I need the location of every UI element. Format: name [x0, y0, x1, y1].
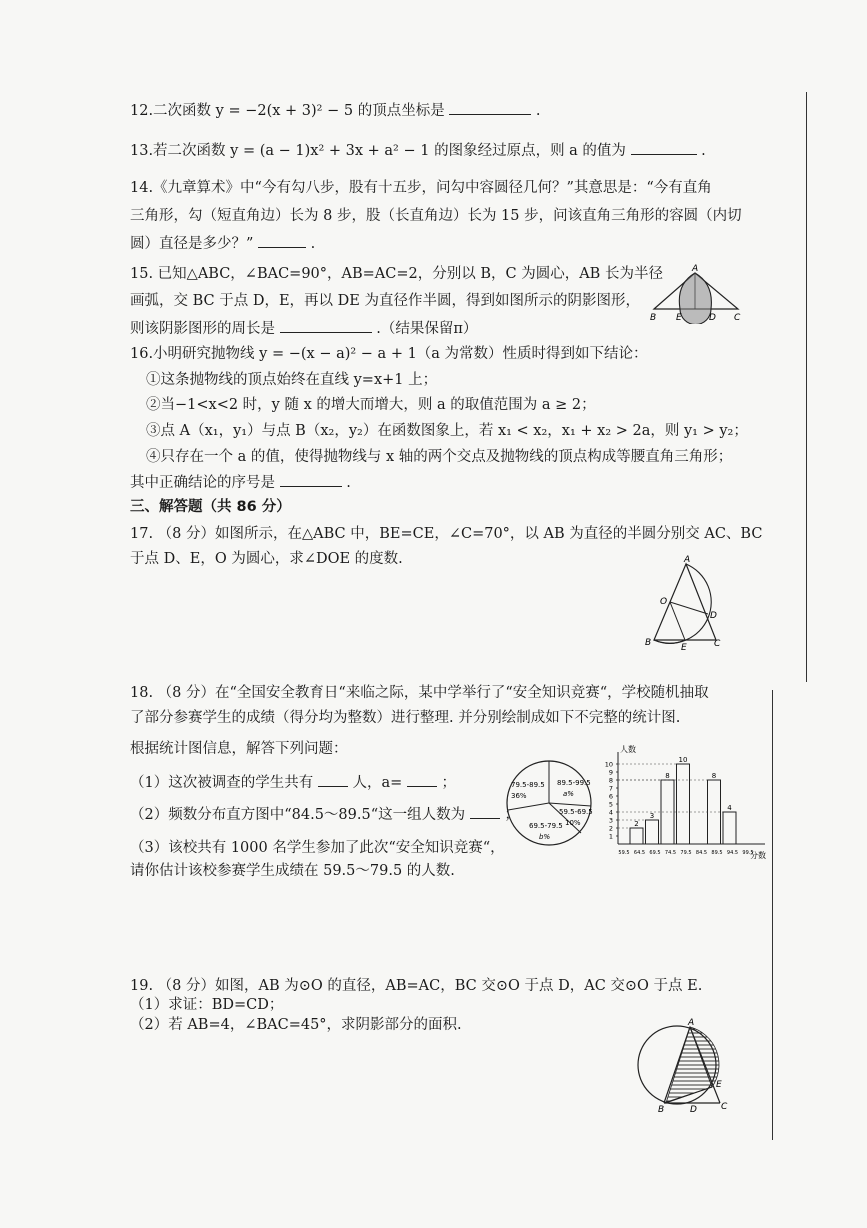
question-14-end: .: [310, 236, 316, 252]
question-16-line-1: 16.小明研究抛物线 y = −(x − a)² − a + 1（a 为常数）性质时得到如下结论：: [130, 346, 648, 362]
section-heading: 三、解答题（共 86 分）: [130, 499, 291, 515]
label-e: E: [716, 1080, 722, 1090]
pie-divider-right: [549, 803, 591, 806]
y-axis-label: 人数: [620, 745, 636, 754]
y-tick-label: 5: [608, 800, 613, 809]
question-13: [130, 140, 706, 161]
answer-blank-18-count[interactable]: [318, 772, 348, 787]
page-edge-upper: [806, 92, 807, 682]
pie-label: 69.5-79.5: [529, 822, 563, 830]
label-a: A: [688, 1018, 695, 1028]
label-a: A: [684, 555, 691, 565]
question-15-line-3-text: 则该阴影图形的周长是: [130, 321, 275, 337]
question-15-line-3: [130, 318, 477, 339]
pie-value-label: a%: [563, 790, 574, 798]
pie-value-label: 10%: [565, 819, 581, 827]
label-b: B: [658, 1105, 665, 1115]
figure-q17: [640, 552, 732, 652]
x-tick-label: 69.5: [649, 850, 661, 856]
answer-blank-18-a[interactable]: [407, 772, 437, 787]
question-15-line-2: 画弧，交 BC 于点 D，E，再以 DE 为直径作半圆，得到如图所示的阴影图形，: [130, 293, 640, 309]
label-d: D: [709, 313, 716, 323]
y-tick-label: 3: [608, 816, 613, 825]
x-tick-label: 59.5: [618, 850, 630, 856]
question-13-end: .: [701, 143, 706, 159]
histogram: [600, 744, 772, 862]
x-tick-label: 94.5: [726, 850, 739, 856]
label-d: D: [690, 1105, 697, 1115]
question-18-line-1: 18. （8 分）在“全国安全教育日“来临之际，某中学举行了“安全知识竞赛“，学校随机抽取: [130, 685, 709, 701]
question-18-part-1: [130, 772, 456, 793]
label-e: E: [676, 313, 682, 323]
bar-value-label: 8: [665, 772, 670, 780]
question-19-line-1: 19. （8 分）如图，AB 为⊙O 的直径，AB=AC，BC 交⊙O 于点 D，AC 交⊙O 于点 E.: [130, 978, 703, 994]
bar-value-label: 3: [649, 812, 655, 820]
question-14-line-3: [130, 233, 315, 254]
y-tick-label: 4: [608, 808, 613, 817]
pie-value-label: b%: [539, 833, 551, 841]
label-d: D: [710, 611, 717, 621]
question-12: [130, 100, 541, 121]
histogram-bar: [646, 820, 659, 844]
pie-label: 79.5-89.5: [511, 781, 545, 789]
figure-q15: [650, 262, 745, 324]
part-1-text-a: （1）这次被调查的学生共有: [130, 775, 314, 791]
question-17-line-2: 于点 D、E，O 为圆心，求∠DOE 的度数.: [130, 551, 403, 567]
histogram-bar: [723, 812, 736, 844]
question-14-line-2: 三角形，勾（短直角边）长为 8 步，股（长直角边）长为 15 步，问该直角三角形的容圆（内切: [130, 208, 742, 224]
label-e: E: [681, 643, 687, 652]
question-14-line-3-text: 圆）直径是多少？”: [130, 236, 254, 252]
part-1-text-c: ；: [441, 775, 456, 791]
pie-label: 59.5-69.5: [559, 808, 593, 816]
question-15-line-1: 15. 已知△ABC，∠BAC=90°，AB=AC=2，分别以 B，C 为圆心，AB 长为半径: [130, 266, 663, 282]
part-1-text-b: 人，a=: [352, 775, 403, 791]
conclusion-1: ①这条抛物线的顶点始终在直线 y=x+1 上；: [146, 372, 438, 388]
y-tick-label: 8: [608, 776, 613, 785]
y-tick-label: 7: [608, 784, 613, 793]
x-tick-label: 89.5: [711, 850, 723, 856]
figure-q19: [632, 1015, 737, 1115]
bar-value-label: 2: [634, 820, 639, 828]
bar-value-label: 4: [727, 804, 732, 812]
answer-blank-16[interactable]: [280, 472, 342, 487]
bar-value-label: 10: [678, 756, 688, 764]
answer-blank-13[interactable]: [631, 140, 697, 155]
label-a: A: [692, 264, 699, 274]
question-18-part-3-line-2: 请你估计该校参赛学生成绩在 59.5～79.5 的人数.: [130, 863, 455, 879]
question-18-part-3-line-1: （3）该校共有 1000 名学生参加了此次“安全知识竞赛“，: [130, 840, 505, 856]
y-tick-label: 2: [608, 824, 613, 833]
conclusion-3: ③点 A（x₁，y₁）与点 B（x₂，y₂）在函数图象上，若 x₁ < x₂，x₁ + x₂ > 2a，则 y₁ > y₂；: [146, 423, 748, 439]
question-19-part-2: （2）若 AB=4，∠BAC=45°，求阴影部分的面积.: [130, 1017, 462, 1033]
question-17-line-1: 17. （8 分）如图所示，在△ABC 中，BE=CE，∠C=70°，以 AB 为直径的半圆分别交 AC、BC: [130, 526, 763, 542]
question-15-note: .（结果保留π）: [376, 321, 478, 337]
question-16-prompt: 其中正确结论的序号是: [130, 475, 275, 491]
question-18-line-3: 根据统计图信息，解答下列问题：: [130, 741, 348, 757]
label-b: B: [650, 313, 657, 323]
question-18-part-2: [130, 804, 519, 825]
label-b: B: [645, 638, 652, 648]
conclusion-4: ④只存在一个 a 的值，使得抛物线与 x 轴的两个交点及抛物线的顶点构成等腰直角三角形；: [146, 449, 733, 465]
question-19-part-1: （1）求证：BD=CD；: [130, 997, 284, 1013]
label-c: C: [714, 639, 721, 649]
x-tick-label: 64.5: [633, 850, 646, 856]
question-12-end: .: [535, 103, 541, 119]
segment-oe: [670, 602, 685, 640]
pie-label: 89.5-99.5: [557, 779, 591, 787]
question-18-line-2: 了部分参赛学生的成绩（得分均为整数）进行整理. 并分别绘制成如下不完整的统计图.: [130, 710, 681, 726]
x-tick-label: 79.5: [680, 850, 692, 856]
part-2-text: （2）频数分布直方图中“84.5～89.5“这一组人数为: [130, 807, 466, 823]
y-tick-label: 10: [604, 760, 613, 769]
y-tick-label: 9: [608, 768, 613, 777]
answer-blank-15[interactable]: [280, 318, 372, 333]
label-o: O: [660, 597, 668, 607]
label-c: C: [721, 1102, 728, 1112]
y-tick-label: 6: [608, 792, 613, 801]
conclusion-2: ②当−1<x<2 时，y 随 x 的增大而增大，则 a 的取值范围为 a ≥ 2；: [146, 397, 596, 413]
histogram-bar: [677, 764, 690, 844]
x-axis-label: 分数: [750, 851, 766, 860]
question-12-text: 12.二次函数 y = −2(x + 3)² − 5 的顶点坐标是: [130, 103, 445, 119]
x-tick-label: 84.5: [695, 850, 708, 856]
pie-value-label: 36%: [511, 792, 527, 800]
question-14-line-1: 14.《九章算术》中“今有勾八步，股有十五步，问勾中容圆径几何？”其意思是：“今有直角: [130, 180, 712, 196]
histogram-bar: [630, 828, 643, 844]
answer-blank-14[interactable]: [258, 233, 306, 248]
part-2-end: ；: [504, 807, 519, 823]
x-tick-label: 99.5: [742, 850, 754, 856]
question-16-line-6: [130, 472, 351, 493]
pie-divider-left: [508, 803, 549, 810]
x-tick-label: 74.5: [664, 850, 677, 856]
pie-chart: [503, 754, 595, 852]
label-c: C: [734, 313, 741, 323]
page-edge-lower: [772, 690, 773, 1140]
bar-value-label: 8: [711, 772, 717, 780]
answer-blank-18-group[interactable]: [470, 804, 500, 819]
question-16-end: .: [346, 475, 351, 491]
answer-blank-12[interactable]: [449, 100, 531, 115]
question-13-text: 13.若二次函数 y = (a − 1)x² + 3x + a² − 1 的图象经过原点，则 a 的值为: [130, 143, 626, 159]
y-tick-label: 1: [608, 832, 613, 841]
